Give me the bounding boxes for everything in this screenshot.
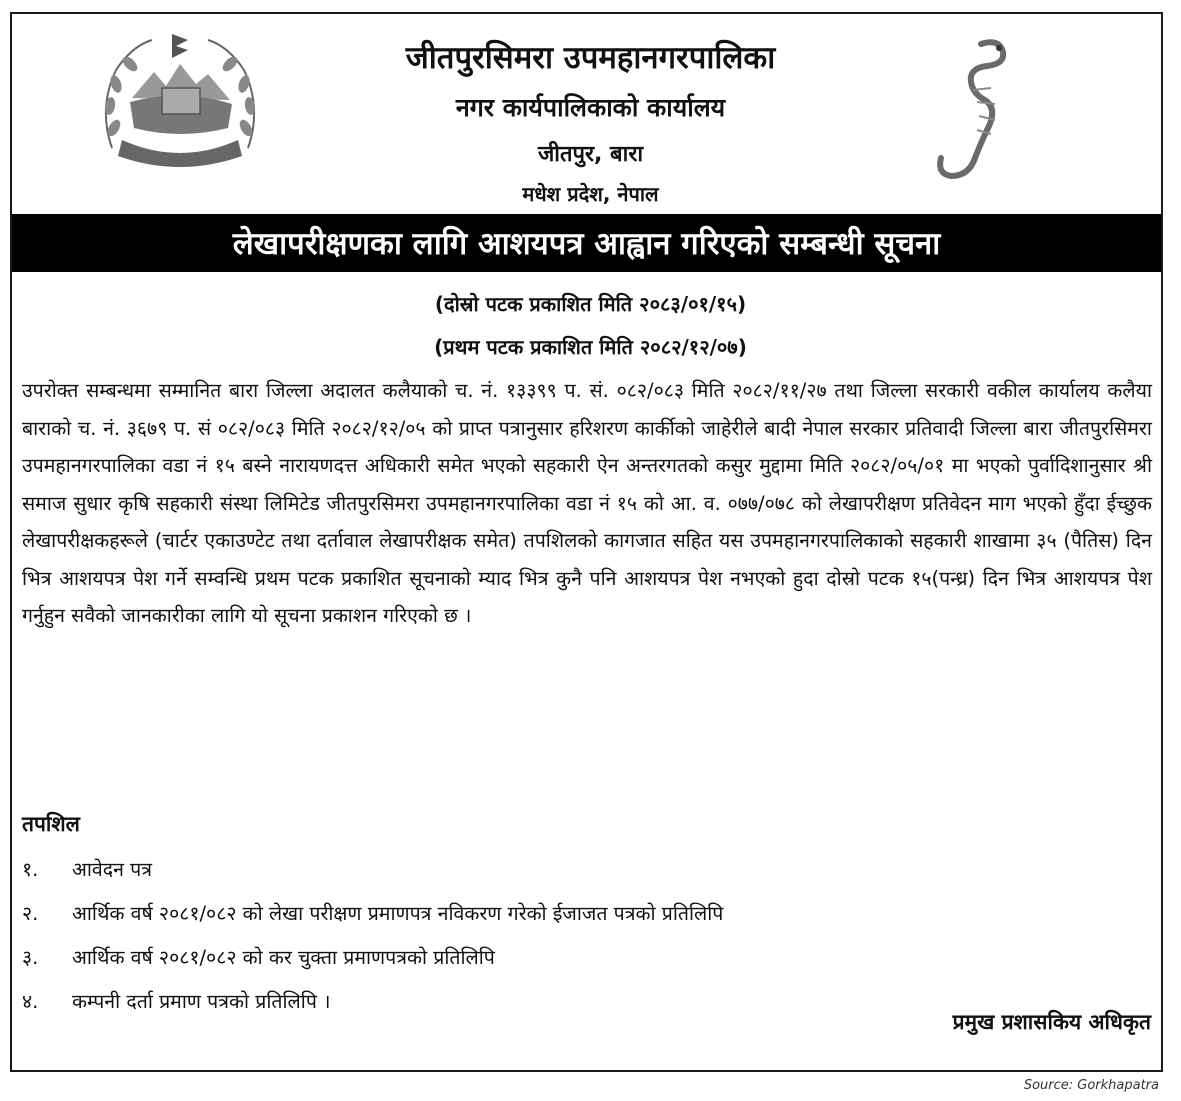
signature-title: प्रमुख प्रशासकिय अधिकृत <box>952 1010 1151 1034</box>
office-name: नगर कार्यपालिकाको कार्यालय <box>455 93 726 122</box>
list-item-text: कम्पनी दर्ता प्रमाण पत्रको प्रतिलिपि । <box>72 990 331 1013</box>
list-item <box>22 896 1142 940</box>
list-item-number: ३. <box>22 946 39 969</box>
office-location: जीतपुर, बारा <box>537 142 644 167</box>
notice-title-bar <box>12 214 1161 272</box>
list-item-text: आर्थिक वर्ष २०८१/०८२ को लेखा परीक्षण प्रमाणपत्र नविकरण गरेको ईजाजत पत्रको प्रतिलिपि <box>72 902 724 925</box>
list-item-number: २. <box>22 902 39 925</box>
tapasil-list <box>22 852 1142 1028</box>
first-publication-date: (प्रथम पटक प्रकाशित मिति २०८२/१२/०७) <box>434 335 747 359</box>
list-item-number: ४. <box>22 990 39 1013</box>
municipality-name: जीतपुरसिमरा उपमहानगरपालिका <box>405 40 776 76</box>
notice-title: लेखापरीक्षणका लागि आशयपत्र आह्वान गरिएको सम्बन्धी सूचना <box>232 226 941 262</box>
source-credit: Source: Gorkhapatra <box>1023 1078 1159 1093</box>
tapasil-heading: तपशिल <box>22 812 80 836</box>
list-item-text: आवेदन पत्र <box>72 858 152 881</box>
notice-body: उपरोक्त सम्बन्धमा सम्मानित बारा जिल्ला अदालत कलैयाको च. नं. १३३९९ प. सं. ०८२/०८३ मिति २०८२/११/२७ तथा जिल्ला सरकारी वकील कार्यालय कलैया बाराको च. नं. ३६७९ प. सं ०८२/०८३ मिति २०८२/१२/०५ को प्राप्त पत्रानुसार हरिशरण कार्कीको जाहेरीले बादी नेपाल सरकार प्रतिवादी जिल्ला बारा जीतपुरसिमरा उपमहानगरपालिका वडा नं १५ बस्ने नारायणदत्त अधिकारी समेत भएको सहकारी ऐन अन्तरगतको कसुर मुद्दामा मिति २०८२/०५/०१ मा भएको पुर्वादिशानुसार श्री समाज सुधार कृषि सहकारी संस्था लिमिटेड जीतपुरसिमरा उपमहानगरपालिका वडा नं १५ को आ. व. ०७७/०७८ को लेखापरीक्षण प्रतिवेदन माग भएको हुँदा ईच्छुक लेखापरीक्षकहरूले (चार्टर एकाउण्टेट तथा दर्तावाल लेखापरीक्षक समेत) तपशिलको कागजात सहित यस उपमहानगरपालिकाको सहकारी शाखामा ३५ (पैतिस) दिन भित्र आशयपत्र पेश गर्ने सम्वन्धि प्रथम पटक प्रकाशित सूचनाको म्याद भित्र कुनै पनि आशयपत्र पेश नभएको हुदा दोस्रो पटक १५(पन्ध्र) दिन भित्र आशयपत्र पेश गर्नुहुन सवैको जानकारीका लागि यो सूचना प्रकाशन गरिएको छ । <box>22 379 1152 627</box>
list-item-text: आर्थिक वर्ष २०८१/०८२ को कर चुक्ता प्रमाणपत्रको प्रतिलिपि <box>72 946 495 969</box>
second-publication-date: (दोस्रो पटक प्रकाशित मिति २०८३/०१/१५) <box>434 292 747 316</box>
list-item <box>22 852 1142 896</box>
list-item <box>22 940 1142 984</box>
office-province: मधेश प्रदेश, नेपाल <box>522 182 659 206</box>
list-item-number: १. <box>22 858 39 881</box>
